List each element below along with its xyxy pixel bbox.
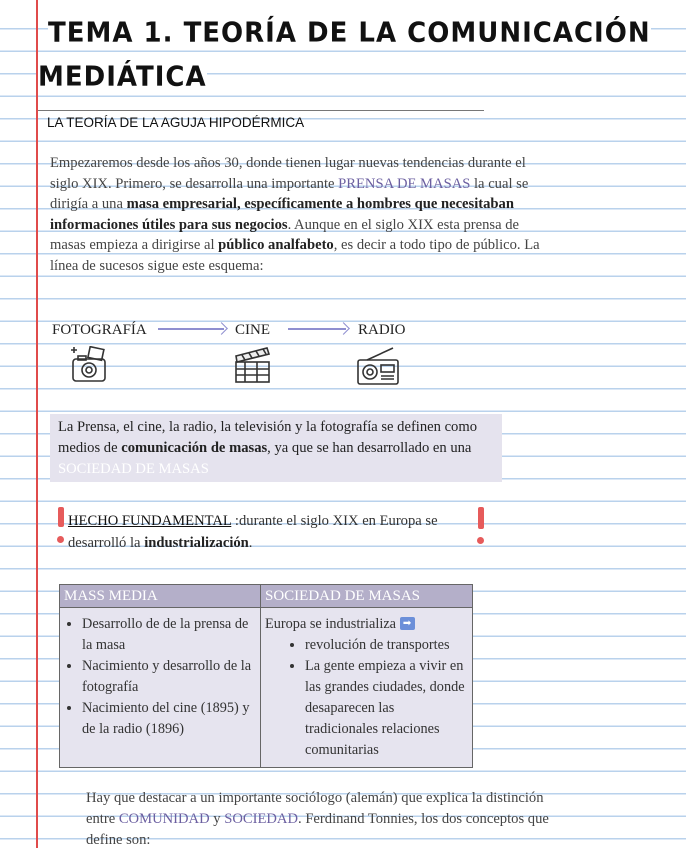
mass-media-cell bbox=[60, 608, 261, 768]
page-title-line2: MEDIÁTICA bbox=[38, 61, 207, 93]
list-item: • Desarrollo de de la prensa de la masa bbox=[82, 614, 256, 656]
flow-arrow-1 bbox=[158, 328, 224, 330]
list-item: • Nacimiento del cine (1895) y de la radio (1896) bbox=[82, 698, 256, 740]
section-subtitle: LA TEORÍA DE LA AGUJA HIPODÉRMICA bbox=[47, 115, 305, 130]
margin-line bbox=[36, 0, 38, 848]
exclamation-dot-right bbox=[477, 537, 484, 544]
final-paragraph: Hay que destacar a un importante sociólogo (alemán) que explica la distinción entre COMUNIDAD y SOCIEDAD. Ferdinand Tonnies, los dos conceptos que define son: bbox=[86, 790, 549, 848]
title-divider bbox=[38, 110, 484, 111]
flow-radio: RADIO bbox=[358, 322, 406, 338]
sociedad-masas-label: SOCIEDAD DE MASAS bbox=[58, 461, 209, 477]
radio-icon bbox=[355, 346, 401, 391]
comparison-table bbox=[59, 584, 473, 768]
prensa-highlight: PRENSA DE MASAS bbox=[338, 175, 471, 192]
europa-intro: Europa se industrializa bbox=[265, 616, 397, 632]
arrow-right-icon: ➡ bbox=[400, 617, 415, 630]
clapperboard-icon bbox=[233, 346, 273, 391]
list-item: • Nacimiento y desarrollo de la fotografía bbox=[82, 656, 256, 698]
table-header-sociedad: SOCIEDAD DE MASAS bbox=[261, 585, 473, 608]
page-title: TEMA 1. TEORÍA DE LA COMUNICACIÓN bbox=[48, 17, 651, 49]
highlight-box: La Prensa, el cine, la radio, la televisión y la fotografía se definen como medios de comunicación de masas, ya que se han desarrollado en una SOCIEDAD DE MASAS bbox=[50, 414, 502, 482]
flow-arrow-2 bbox=[288, 328, 346, 330]
table-header-mass-media: MASS MEDIA bbox=[60, 585, 261, 608]
hecho-fundamental: HECHO FUNDAMENTAL :durante el siglo XIX en Europa se desarrolló la industrialización. bbox=[68, 513, 438, 551]
flow-fotografia: FOTOGRAFÍA bbox=[52, 322, 147, 338]
exclamation-icon-left bbox=[58, 507, 64, 527]
sociedad-cell bbox=[261, 608, 473, 768]
intro-paragraph: Empezaremos desde los años 30, donde tienen lugar nuevas tendencias durante el siglo XIX. Primero, se desarrolla una importante PRENSA DE MASAS la cual se dirigía a una masa empresarial, específicamente a hombres que necesitaban informaciones útiles para sus negocios. Aunque en el siglo XIX esta prensa de masas empieza a dirigirse al público analfabeto, es decir a todo tipo de público. La línea de sucesos sigue este esquema: bbox=[50, 155, 540, 274]
flow-cine: CINE bbox=[235, 322, 270, 338]
exclamation-icon-right bbox=[478, 507, 484, 529]
list-item: • revolución de transportes bbox=[305, 635, 468, 656]
camera-icon bbox=[67, 346, 111, 389]
exclamation-dot-left bbox=[57, 536, 64, 543]
list-item: • La gente empieza a vivir en las grandes ciudades, donde desaparecen las tradicionales relaciones comunitarias bbox=[305, 656, 468, 761]
